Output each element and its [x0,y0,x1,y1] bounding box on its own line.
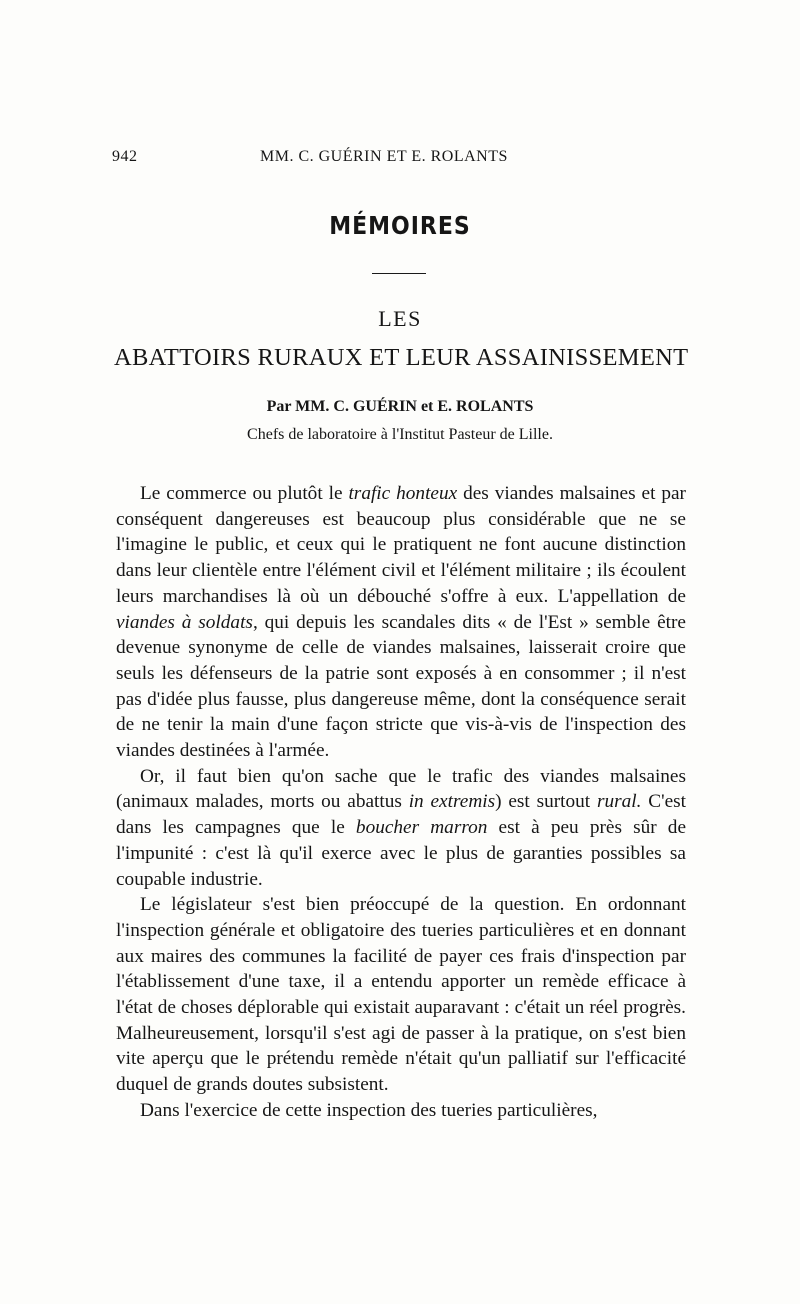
body-paragraph-2 [116,764,686,893]
running-title: MM. C. GUÉRIN ET E. ROLANTS [260,148,508,165]
page-number: 942 [112,148,138,165]
paragraph-text: ) est surtout [495,791,597,813]
italic-phrase: rural. [596,791,642,813]
paragraph-text: C'est dans les campagnes que le [116,791,686,839]
italic-phrase: viandes à soldats [116,611,253,633]
body-paragraph-4: Dans l'exercice de cette inspection des tueries particulières, [140,1099,598,1121]
body-paragraph-1 [116,481,686,764]
italic-phrase: boucher marron [355,817,488,839]
italic-phrase: in extremis [408,791,496,813]
paragraph-text: , qui depuis les scandales dits « de l'Est » semble être devenue synonyme de celle de viandes malsaines, laisserait croire que seuls les défenseurs de la patrie sont exposés à en consommer ; il n'est pas d'idée plus fausse, plus dangereuse même, dont la conséquence serait de ne tenir la main d'une façon stricte que vis-à-vis de l'inspection des viandes destinées à l'armée. [116,611,686,762]
paragraph-text: Le commerce ou plutôt le [140,483,349,504]
running-header [112,148,686,170]
title-separator-rule [372,273,426,274]
article-title-line-2: ABATTOIRS RURAUX ET LEUR ASSAINISSEMENT [114,344,689,371]
italic-phrase: trafic honteux [348,483,458,504]
paragraph-text: Or, il faut bien qu'on sache que le trafic des viandes malsaines (animaux malades, morts ou abattus [116,765,686,813]
article-body [116,481,686,1124]
author-affiliation: Chefs de laboratoire à l'Institut Pasteur de Lille. [247,426,553,443]
paragraph-text: des viandes malsaines et par conséquent dangereuses est beaucoup plus considérable que ne se l'imagine le public, et ceux qui le pratiquent ne font aucune distinction dans leur clientèle entre l'élément civil et l'élément militaire ; ils écoulent leurs marchandises là où un débouché s'offre à eux. L'appellation de [116,483,686,607]
article-title-line-1: LES [378,306,422,331]
paragraph-text: est à peu près sûr de l'impunité : c'est là qu'il exerce avec le plus de garanties possibles sa coupable industrie. [116,817,687,890]
section-heading: MÉMOIRES [329,212,471,241]
article-byline: Par MM. C. GUÉRIN et E. ROLANTS [266,398,534,415]
body-paragraph-3: Le législateur s'est bien préoccupé de la question. En ordonnant l'inspection générale et obligatoire des tueries particulières et en donnant aux maires des communes la facilité de payer ces frais d'inspection par l'établissement d'une taxe, il a entendu apporter un remède efficace à l'état de choses déplorable qui existait auparavant : c'était un réel progrès. Malheureusement, lorsqu'il s'est agi de passer à la pratique, on s'est bien vite aperçu que le prétendu remède n'était qu'un palliatif sur l'efficacité duquel de grands doutes subsistent. [116,894,686,1096]
